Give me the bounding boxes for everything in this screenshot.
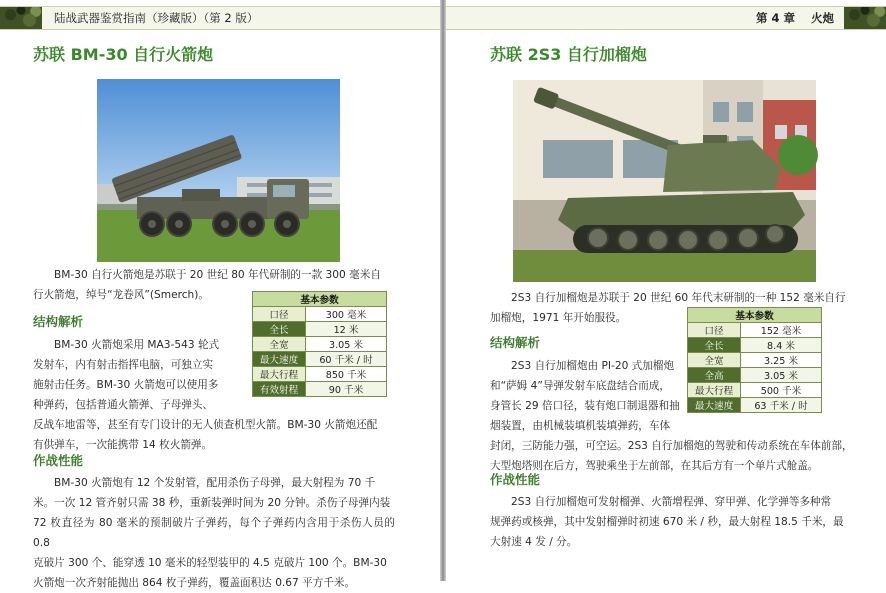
section-heading-structure: 结构解析	[490, 335, 541, 350]
section-heading-performance: 作战性能	[490, 472, 541, 487]
spec-label: 最大行程	[253, 367, 306, 382]
spec-label: 口径	[688, 323, 741, 338]
spec-table-title: 基本参数	[253, 292, 387, 307]
spec-label: 最大速度	[688, 398, 741, 413]
spec-label: 全长	[253, 322, 306, 337]
spec-value: 12 米	[306, 322, 387, 337]
chapter-topic: 火炮	[811, 11, 834, 25]
structure-line: 2S3 自行加榴炮由 PI-20 式加榴炮	[511, 360, 675, 372]
structure-line: 烟装置，由机械装填机装填弹药，车体	[490, 420, 671, 432]
article-title: 苏联 BM-30 自行火箭炮	[33, 45, 214, 64]
performance-paragraph	[33, 473, 395, 593]
book-title: 陆战武器鉴赏指南（珍藏版）（第 2 版）	[54, 11, 259, 25]
2s3-photo	[513, 80, 816, 282]
spec-value: 152 毫米	[741, 323, 822, 338]
spec-label: 有效射程	[253, 382, 306, 397]
intro-line: 2S3 自行加榴炮是苏联于 20 世纪 60 年代末研制的一种 152 毫米自行	[511, 292, 846, 304]
structure-line: BM-30 火箭炮采用 MA3-543 轮式	[54, 339, 220, 351]
structure-line: 身管长 29 倍口径，装有炮口制退器和抽	[490, 400, 680, 412]
intro-line: BM-30 自行火箭炮是苏联于 20 世纪 80 年代研制的一款 300 毫米自	[54, 269, 381, 281]
performance-line: 大射速 4 发 / 分。	[490, 536, 578, 548]
structure-line: 封闭，三防能力强，可空运。2S3 自行加榴炮的驾驶和传动系统在车体前部，	[490, 440, 853, 452]
left-page	[0, 0, 440, 589]
page-header	[446, 6, 886, 30]
structure-line: 有供弹车，一次能携带 14 枚火箭弹。	[33, 439, 213, 451]
intro-line: 加榴炮，1971 年开始服役。	[490, 312, 627, 324]
spec-value: 500 千米	[741, 383, 822, 398]
chapter-header	[756, 10, 834, 26]
article-title: 苏联 2S3 自行加榴炮	[490, 45, 647, 64]
spec-label: 全高	[688, 368, 741, 383]
spec-value: 90 千米	[306, 382, 387, 397]
spec-label: 全长	[688, 338, 741, 353]
spec-label: 最大速度	[253, 352, 306, 367]
performance-line: 2S3 自行加榴炮可发射榴弹、火箭增程弹、穿甲弹、化学弹等多种常	[511, 496, 832, 508]
spec-value: 8.4 米	[741, 338, 822, 353]
camouflage-band	[0, 7, 42, 29]
spec-value: 63 千米 / 时	[741, 398, 822, 413]
spec-value: 3.05 米	[306, 337, 387, 352]
structure-paragraph	[33, 335, 395, 455]
spec-value: 3.25 米	[741, 353, 822, 368]
chapter-number: 第 4 章	[755, 11, 795, 25]
section-heading-performance: 作战性能	[33, 453, 84, 468]
performance-line: 规弹药或核弹，其中发射榴弹时初速 670 米 / 秒，最大射程 18.5 千米，最	[490, 516, 844, 528]
bm30-photo	[97, 79, 340, 262]
performance-line: BM-30 火箭炮有 12 个发射管，配用杀伤子母弹，最大射程为 70 千	[54, 477, 376, 489]
performance-paragraph	[490, 492, 853, 552]
structure-line: 发射车，内有射击指挥电脑，可独立实	[33, 359, 214, 371]
spec-value: 60 千米 / 时	[306, 352, 387, 367]
spec-table-title: 基本参数	[688, 308, 822, 323]
page-header	[0, 6, 440, 30]
structure-line: 大型炮塔则在后方，驾驶乘坐于左前部，在其后方有一个单片式舱盖。	[490, 460, 819, 472]
structure-line: 施射击任务。BM-30 火箭炮可以使用多	[33, 379, 219, 391]
spec-label: 全宽	[253, 337, 306, 352]
performance-line: 米。一次 12 管齐射只需 38 秒，重新装弹时间为 20 分钟。杀伤子母弹内装	[33, 497, 391, 509]
structure-line: 反战车地雷等，甚至有专门设计的无人侦查机型火箭。BM-30 火箭炮还配	[33, 419, 378, 431]
camouflage-band	[844, 7, 886, 29]
spec-label: 全宽	[688, 353, 741, 368]
spec-value: 300 毫米	[306, 307, 387, 322]
spec-label: 口径	[253, 307, 306, 322]
structure-paragraph	[490, 356, 853, 476]
section-heading-structure: 结构解析	[33, 314, 84, 329]
spec-value: 3.05 米	[741, 368, 822, 383]
right-page	[446, 0, 886, 581]
intro-line: 行火箭炮，绰号“龙卷风”(Smerch)。	[33, 289, 209, 301]
performance-line: 72 枚直径为 80 毫米的预制破片子弹药，每个子弹药内含用于杀伤人员的 0.8	[33, 517, 395, 549]
performance-line: 火箭炮一次齐射能抛出 864 枚子弹药，覆盖面积达 0.67 平方千米。	[33, 577, 356, 589]
spec-label: 最大行程	[688, 383, 741, 398]
performance-line: 克破片 300 个、能穿透 10 毫米的轻型装甲的 4.5 克破片 100 个。BM-30	[33, 557, 387, 569]
spec-value: 850 千米	[306, 367, 387, 382]
structure-line: 和“萨姆 4”导弹发射车底盘结合而成，	[490, 380, 670, 392]
structure-line: 种弹药，包括普通火箭弹、子母弹头、	[33, 399, 214, 411]
